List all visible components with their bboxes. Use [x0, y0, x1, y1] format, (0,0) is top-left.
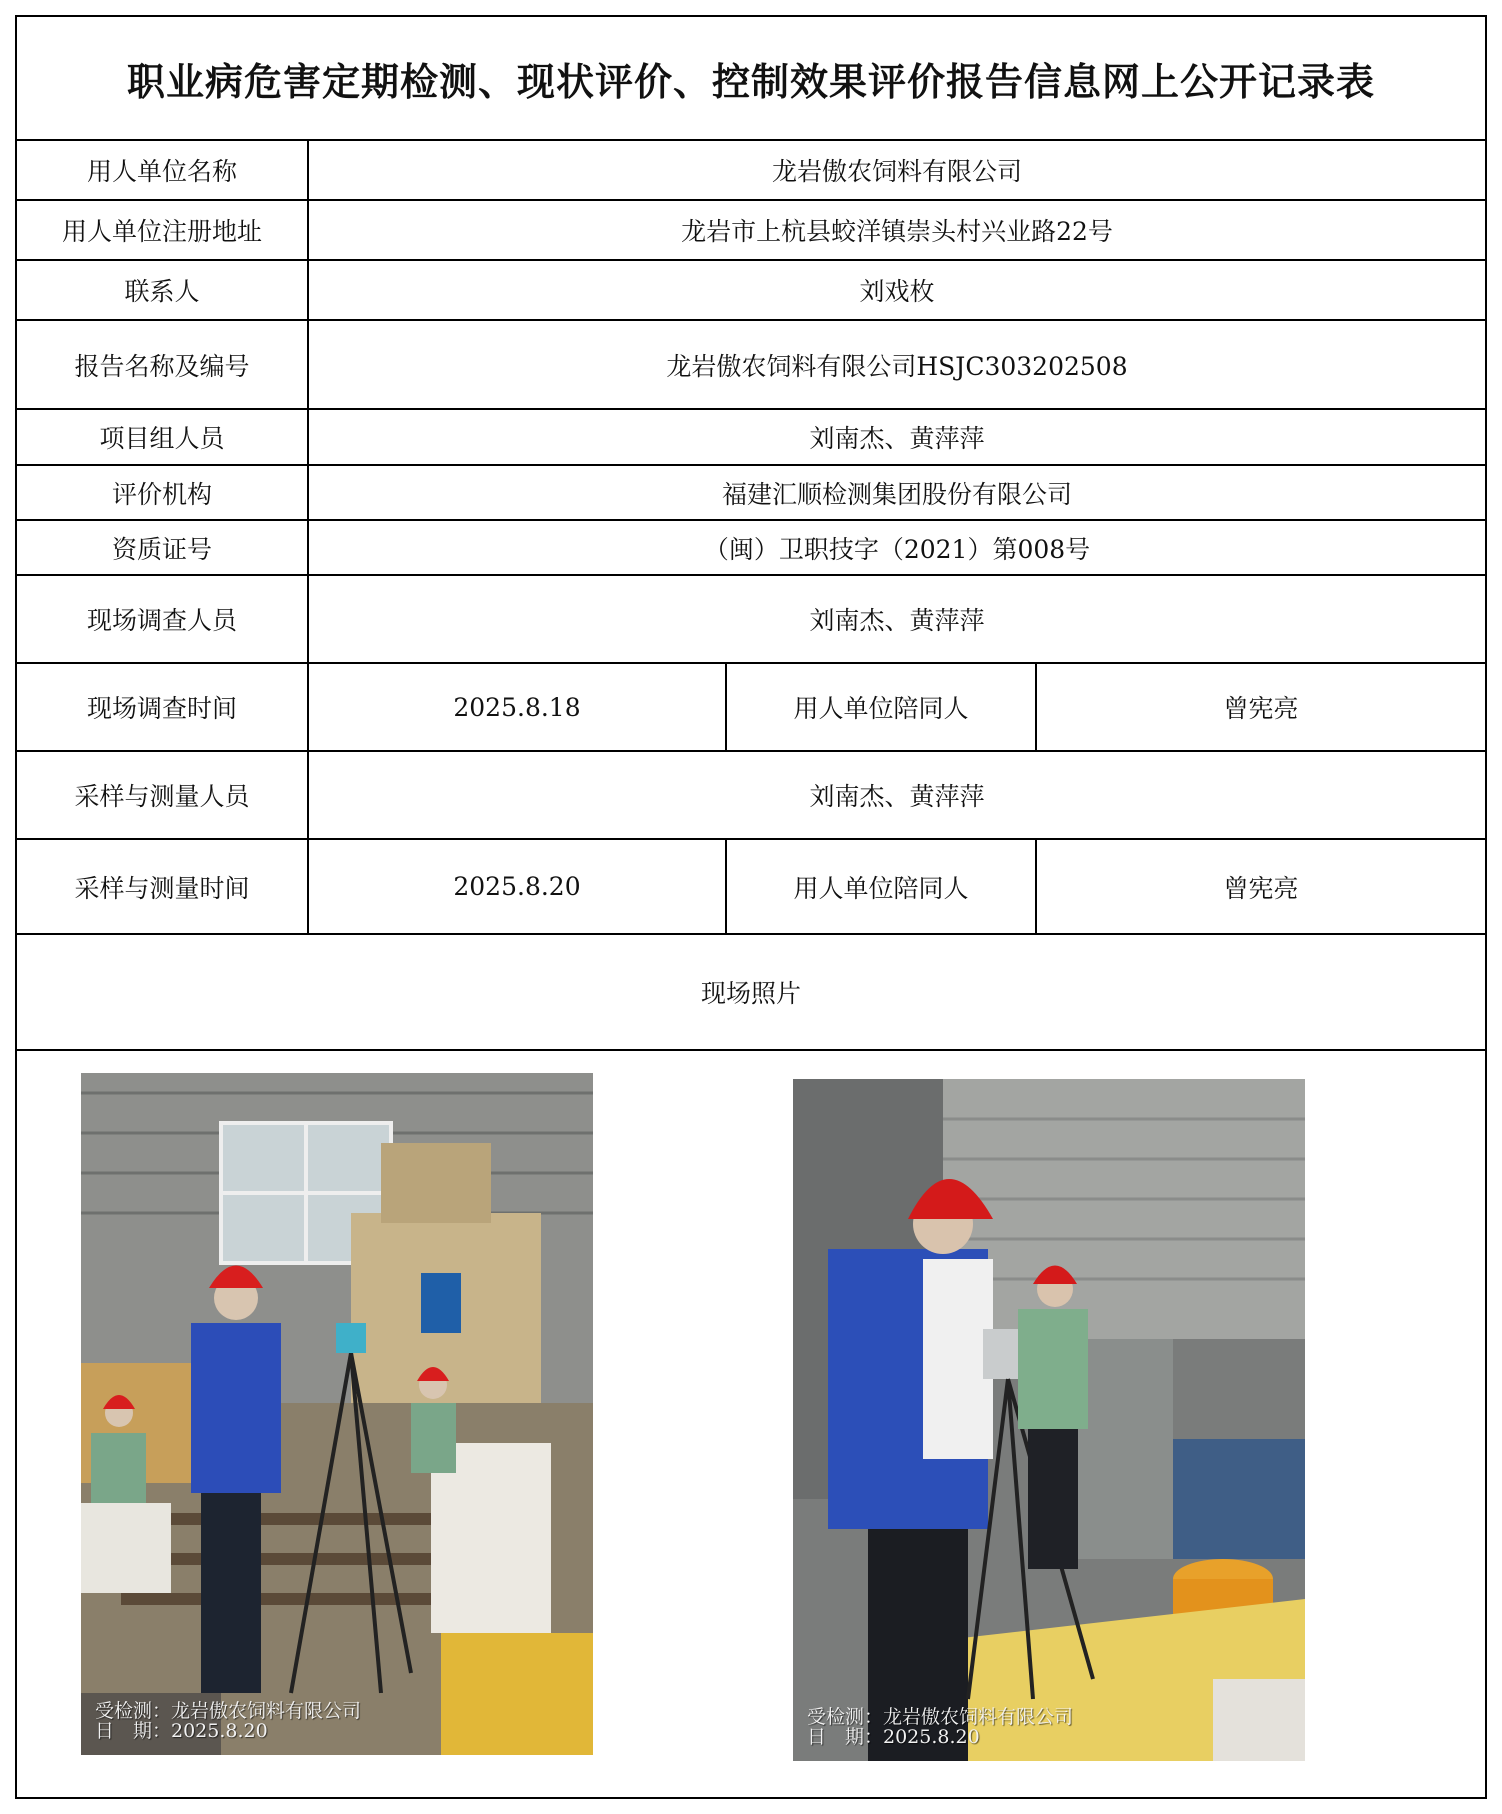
photo-2-stamp-line1: 受检测：龙岩傲农饲料有限公司: [807, 1706, 1074, 1728]
page-title: 职业病危害定期检测、现状评价、控制效果评价报告信息网上公开记录表: [17, 17, 1485, 141]
value-contact: 刘戏枚: [859, 277, 935, 306]
row-survey-staff: [17, 576, 1485, 664]
label-employer-address: 用人单位注册地址: [17, 201, 309, 259]
value-team: 刘南杰、黄萍萍: [809, 424, 985, 453]
value-cert: （闽）卫职技字（2021）第008号: [703, 534, 1091, 564]
value-employer-address: 龙岩市上杭县蛟洋镇崇头村兴业路22号: [681, 217, 1113, 246]
row-employer-address: [17, 201, 1485, 261]
site-photo-1: [81, 1073, 593, 1755]
row-team: [17, 410, 1485, 466]
label-team: 项目组人员: [17, 410, 309, 464]
label-sampling-time: 采样与测量时间: [17, 840, 309, 933]
label-survey-staff: 现场调查人员: [17, 576, 309, 662]
value-employer-name: 龙岩傲农饲料有限公司: [771, 157, 1022, 186]
photo-2-stamp: [807, 1707, 1073, 1747]
label-contact: 联系人: [17, 261, 309, 319]
photos-heading: 现场照片: [17, 935, 1485, 1051]
row-sampling-time: [17, 840, 1485, 935]
label-cert: 资质证号: [17, 521, 309, 574]
photo-1-stamp-line2: 日 期：2025.8.20: [95, 1720, 268, 1742]
row-sampling-staff: [17, 752, 1485, 840]
row-survey-time: [17, 664, 1485, 752]
site-photo-2-illustration: [793, 1079, 1305, 1761]
value-sampling-staff: 刘南杰、黄萍萍: [809, 782, 985, 811]
label-survey-companion: 用人单位陪同人: [727, 664, 1037, 750]
value-agency: 福建汇顺检测集团股份有限公司: [721, 479, 1072, 509]
value-survey-companion: 曾宪亮: [1223, 694, 1299, 723]
row-employer-name: [17, 141, 1485, 201]
site-photo-2: [793, 1079, 1305, 1761]
row-contact: [17, 261, 1485, 321]
record-sheet: [15, 15, 1487, 1799]
label-employer-name: 用人单位名称: [17, 141, 309, 199]
photo-1-stamp: [95, 1701, 361, 1741]
row-agency: [17, 466, 1485, 521]
value-sampling-time: 2025.8.20: [309, 840, 727, 933]
photo-1-stamp-line1: 受检测：龙岩傲农饲料有限公司: [95, 1700, 362, 1722]
label-sampling-companion: 用人单位陪同人: [727, 840, 1037, 933]
site-photo-1-illustration: [81, 1073, 593, 1755]
label-survey-time: 现场调查时间: [17, 664, 309, 750]
label-sampling-staff: 采样与测量人员: [17, 752, 309, 838]
label-report: 报告名称及编号: [17, 321, 309, 408]
value-survey-staff: 刘南杰、黄萍萍: [809, 606, 985, 635]
row-report: [17, 321, 1485, 410]
value-report: 龙岩傲农饲料有限公司HSJC303202508: [666, 351, 1128, 381]
label-agency: 评价机构: [17, 466, 309, 519]
value-sampling-companion: 曾宪亮: [1223, 873, 1299, 903]
photo-2-stamp-line2: 日 期：2025.8.20: [807, 1726, 980, 1748]
row-cert: [17, 521, 1485, 576]
value-survey-time: 2025.8.18: [309, 664, 727, 750]
